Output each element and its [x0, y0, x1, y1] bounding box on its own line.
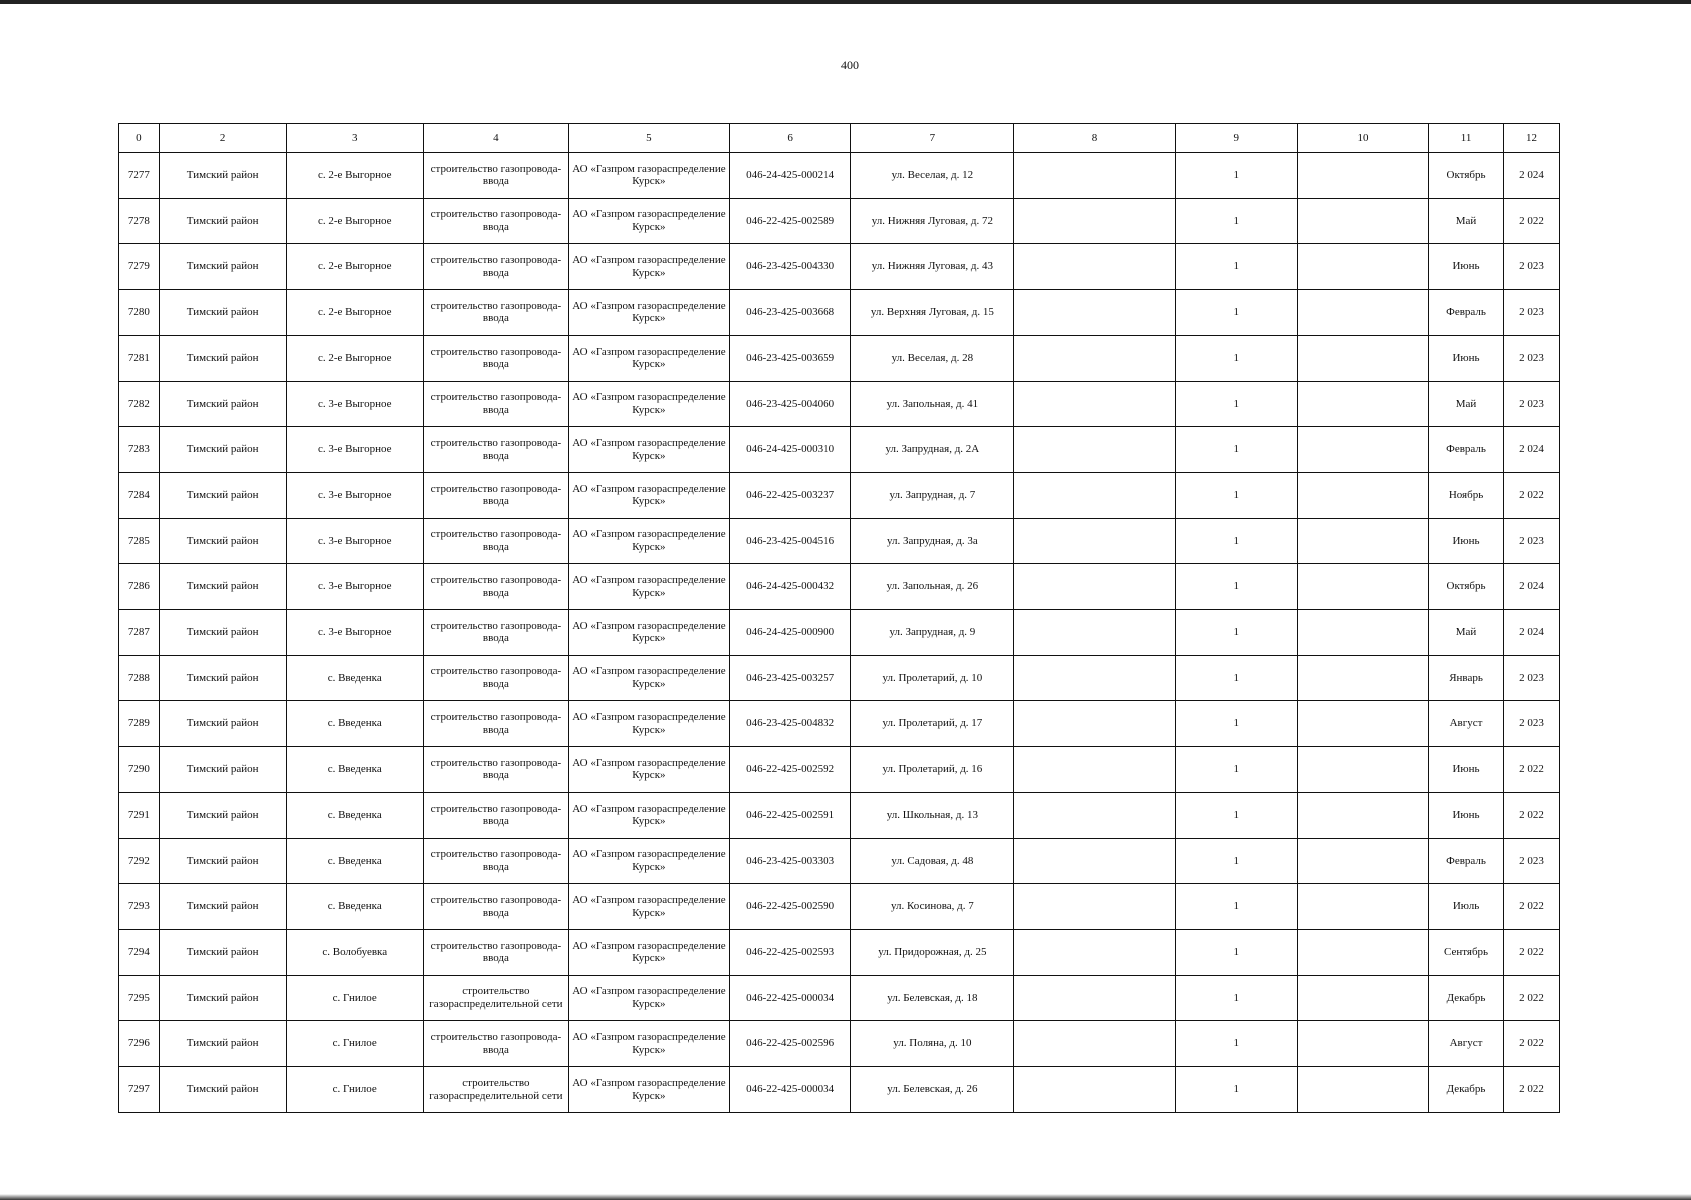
header-row	[119, 124, 1560, 153]
column-8-cell	[1014, 701, 1175, 747]
district-cell: Тимский район	[159, 1067, 286, 1113]
table-row	[119, 884, 1560, 930]
column-8-cell	[1014, 975, 1175, 1021]
organization-cell: АО «Газпром газораспределение Курск»	[568, 244, 729, 290]
month-cell: Декабрь	[1428, 975, 1503, 1021]
column-header: 12	[1504, 124, 1560, 153]
district-cell: Тимский район	[159, 198, 286, 244]
quantity-cell: 1	[1175, 929, 1297, 975]
work-type-cell: строительство газопровода-ввода	[423, 1021, 568, 1067]
district-cell: Тимский район	[159, 884, 286, 930]
quantity-cell: 1	[1175, 472, 1297, 518]
quantity-cell: 1	[1175, 427, 1297, 473]
object-code-cell: 046-23-425-004832	[729, 701, 850, 747]
object-code-cell: 046-22-425-002596	[729, 1021, 850, 1067]
column-header: 4	[423, 124, 568, 153]
table-row	[119, 472, 1560, 518]
column-header: 7	[851, 124, 1014, 153]
organization-cell: АО «Газпром газораспределение Курск»	[568, 153, 729, 199]
organization-cell: АО «Газпром газораспределение Курск»	[568, 701, 729, 747]
settlement-cell: с. Введенка	[286, 655, 423, 701]
quantity-cell: 1	[1175, 518, 1297, 564]
organization-cell: АО «Газпром газораспределение Курск»	[568, 518, 729, 564]
settlement-cell: с. Гнилое	[286, 1067, 423, 1113]
column-8-cell	[1014, 518, 1175, 564]
year-cell: 2 023	[1504, 655, 1560, 701]
month-cell: Август	[1428, 1021, 1503, 1067]
row-number-cell: 7286	[119, 564, 160, 610]
column-10-cell	[1297, 655, 1428, 701]
address-cell: ул. Придорожная, д. 25	[851, 929, 1014, 975]
district-cell: Тимский район	[159, 518, 286, 564]
address-cell: ул. Запрудная, д. 7	[851, 472, 1014, 518]
address-cell: ул. Нижняя Луговая, д. 43	[851, 244, 1014, 290]
district-cell: Тимский район	[159, 701, 286, 747]
column-10-cell	[1297, 244, 1428, 290]
row-number-cell: 7277	[119, 153, 160, 199]
year-cell: 2 024	[1504, 610, 1560, 656]
page-number: 400	[841, 58, 859, 72]
settlement-cell: с. 3-е Выгорное	[286, 381, 423, 427]
row-number-cell: 7280	[119, 290, 160, 336]
row-number-cell: 7292	[119, 838, 160, 884]
table-row	[119, 244, 1560, 290]
settlement-cell: с. Введенка	[286, 838, 423, 884]
quantity-cell: 1	[1175, 335, 1297, 381]
object-code-cell: 046-22-425-000034	[729, 1067, 850, 1113]
month-cell: Декабрь	[1428, 1067, 1503, 1113]
column-8-cell	[1014, 747, 1175, 793]
column-10-cell	[1297, 290, 1428, 336]
column-10-cell	[1297, 610, 1428, 656]
organization-cell: АО «Газпром газораспределение Курск»	[568, 610, 729, 656]
settlement-cell: с. Введенка	[286, 747, 423, 793]
organization-cell: АО «Газпром газораспределение Курск»	[568, 1021, 729, 1067]
district-cell: Тимский район	[159, 1021, 286, 1067]
object-code-cell: 046-22-425-000034	[729, 975, 850, 1021]
row-number-cell: 7281	[119, 335, 160, 381]
table-row	[119, 838, 1560, 884]
organization-cell: АО «Газпром газораспределение Курск»	[568, 472, 729, 518]
year-cell: 2 024	[1504, 564, 1560, 610]
address-cell: ул. Верхняя Луговая, д. 15	[851, 290, 1014, 336]
column-10-cell	[1297, 975, 1428, 1021]
row-number-cell: 7293	[119, 884, 160, 930]
table-row	[119, 929, 1560, 975]
month-cell: Ноябрь	[1428, 472, 1503, 518]
year-cell: 2 022	[1504, 792, 1560, 838]
address-cell: ул. Запрудная, д. 9	[851, 610, 1014, 656]
address-cell: ул. Косинова, д. 7	[851, 884, 1014, 930]
address-cell: ул. Школьная, д. 13	[851, 792, 1014, 838]
column-8-cell	[1014, 838, 1175, 884]
year-cell: 2 023	[1504, 290, 1560, 336]
organization-cell: АО «Газпром газораспределение Курск»	[568, 381, 729, 427]
column-8-cell	[1014, 381, 1175, 427]
work-type-cell: строительство газопровода-ввода	[423, 198, 568, 244]
column-header: 5	[568, 124, 729, 153]
address-cell: ул. Садовая, д. 48	[851, 838, 1014, 884]
table-row	[119, 335, 1560, 381]
address-cell: ул. Поляна, д. 10	[851, 1021, 1014, 1067]
quantity-cell: 1	[1175, 975, 1297, 1021]
address-cell: ул. Белевская, д. 26	[851, 1067, 1014, 1113]
row-number-cell: 7282	[119, 381, 160, 427]
address-cell: ул. Веселая, д. 28	[851, 335, 1014, 381]
settlement-cell: с. Гнилое	[286, 975, 423, 1021]
column-8-cell	[1014, 335, 1175, 381]
table-row	[119, 1021, 1560, 1067]
quantity-cell: 1	[1175, 838, 1297, 884]
address-cell: ул. Пролетарий, д. 16	[851, 747, 1014, 793]
district-cell: Тимский район	[159, 427, 286, 473]
column-header: 6	[729, 124, 850, 153]
row-number-cell: 7297	[119, 1067, 160, 1113]
table-row	[119, 975, 1560, 1021]
address-cell: ул. Белевская, д. 18	[851, 975, 1014, 1021]
address-cell: ул. Нижняя Луговая, д. 72	[851, 198, 1014, 244]
column-10-cell	[1297, 335, 1428, 381]
district-cell: Тимский район	[159, 838, 286, 884]
settlement-cell: с. Введенка	[286, 792, 423, 838]
quantity-cell: 1	[1175, 153, 1297, 199]
object-code-cell: 046-23-425-003303	[729, 838, 850, 884]
month-cell: Май	[1428, 198, 1503, 244]
year-cell: 2 024	[1504, 427, 1560, 473]
settlement-cell: с. Введенка	[286, 701, 423, 747]
row-number-cell: 7296	[119, 1021, 160, 1067]
table-row	[119, 747, 1560, 793]
column-8-cell	[1014, 884, 1175, 930]
object-code-cell: 046-24-425-000900	[729, 610, 850, 656]
table-row	[119, 610, 1560, 656]
object-code-cell: 046-23-425-003659	[729, 335, 850, 381]
column-header: 11	[1428, 124, 1503, 153]
row-number-cell: 7289	[119, 701, 160, 747]
address-cell: ул. Веселая, д. 12	[851, 153, 1014, 199]
settlement-cell: с. 3-е Выгорное	[286, 472, 423, 518]
address-cell: ул. Запольная, д. 41	[851, 381, 1014, 427]
object-code-cell: 046-24-425-000310	[729, 427, 850, 473]
column-10-cell	[1297, 792, 1428, 838]
column-10-cell	[1297, 1021, 1428, 1067]
column-8-cell	[1014, 655, 1175, 701]
district-cell: Тимский район	[159, 153, 286, 199]
quantity-cell: 1	[1175, 701, 1297, 747]
table-row	[119, 1067, 1560, 1113]
column-10-cell	[1297, 701, 1428, 747]
column-10-cell	[1297, 198, 1428, 244]
address-cell: ул. Запрудная, д. 3а	[851, 518, 1014, 564]
quantity-cell: 1	[1175, 655, 1297, 701]
row-number-cell: 7283	[119, 427, 160, 473]
table-row	[119, 153, 1560, 199]
year-cell: 2 023	[1504, 335, 1560, 381]
settlement-cell: с. 3-е Выгорное	[286, 610, 423, 656]
work-type-cell: строительство газопровода-ввода	[423, 335, 568, 381]
work-type-cell: строительство газопровода-ввода	[423, 564, 568, 610]
year-cell: 2 022	[1504, 929, 1560, 975]
month-cell: Июль	[1428, 884, 1503, 930]
year-cell: 2 023	[1504, 518, 1560, 564]
object-code-cell: 046-24-425-000432	[729, 564, 850, 610]
district-cell: Тимский район	[159, 929, 286, 975]
settlement-cell: с. Гнилое	[286, 1021, 423, 1067]
district-cell: Тимский район	[159, 381, 286, 427]
quantity-cell: 1	[1175, 884, 1297, 930]
settlement-cell: с. 2-е Выгорное	[286, 335, 423, 381]
table-row	[119, 701, 1560, 747]
row-number-cell: 7287	[119, 610, 160, 656]
registry-table	[118, 123, 1560, 1113]
address-cell: ул. Пролетарий, д. 10	[851, 655, 1014, 701]
quantity-cell: 1	[1175, 290, 1297, 336]
year-cell: 2 022	[1504, 884, 1560, 930]
work-type-cell: строительство газопровода-ввода	[423, 381, 568, 427]
year-cell: 2 022	[1504, 747, 1560, 793]
quantity-cell: 1	[1175, 1021, 1297, 1067]
organization-cell: АО «Газпром газораспределение Курск»	[568, 290, 729, 336]
table-row	[119, 655, 1560, 701]
column-8-cell	[1014, 472, 1175, 518]
year-cell: 2 023	[1504, 838, 1560, 884]
month-cell: Май	[1428, 610, 1503, 656]
row-number-cell: 7291	[119, 792, 160, 838]
year-cell: 2 022	[1504, 1021, 1560, 1067]
organization-cell: АО «Газпром газораспределение Курск»	[568, 198, 729, 244]
settlement-cell: с. Волобуевка	[286, 929, 423, 975]
month-cell: Октябрь	[1428, 153, 1503, 199]
object-code-cell: 046-22-425-002591	[729, 792, 850, 838]
month-cell: Июнь	[1428, 244, 1503, 290]
district-cell: Тимский район	[159, 335, 286, 381]
row-number-cell: 7284	[119, 472, 160, 518]
work-type-cell: строительство газопровода-ввода	[423, 518, 568, 564]
row-number-cell: 7279	[119, 244, 160, 290]
organization-cell: АО «Газпром газораспределение Курск»	[568, 655, 729, 701]
organization-cell: АО «Газпром газораспределение Курск»	[568, 747, 729, 793]
month-cell: Август	[1428, 701, 1503, 747]
object-code-cell: 046-22-425-002590	[729, 884, 850, 930]
table-row	[119, 198, 1560, 244]
quantity-cell: 1	[1175, 244, 1297, 290]
object-code-cell: 046-23-425-004516	[729, 518, 850, 564]
row-number-cell: 7278	[119, 198, 160, 244]
object-code-cell: 046-22-425-002589	[729, 198, 850, 244]
quantity-cell: 1	[1175, 1067, 1297, 1113]
month-cell: Февраль	[1428, 290, 1503, 336]
work-type-cell: строительство газопровода-ввода	[423, 701, 568, 747]
column-header: 10	[1297, 124, 1428, 153]
year-cell: 2 023	[1504, 381, 1560, 427]
table-row	[119, 792, 1560, 838]
district-cell: Тимский район	[159, 472, 286, 518]
work-type-cell: строительство газопровода-ввода	[423, 884, 568, 930]
row-number-cell: 7294	[119, 929, 160, 975]
row-number-cell: 7285	[119, 518, 160, 564]
settlement-cell: с. Введенка	[286, 884, 423, 930]
row-number-cell: 7295	[119, 975, 160, 1021]
work-type-cell: строительство газораспределительной сети	[423, 1067, 568, 1113]
column-10-cell	[1297, 427, 1428, 473]
column-8-cell	[1014, 929, 1175, 975]
object-code-cell: 046-22-425-003237	[729, 472, 850, 518]
column-8-cell	[1014, 792, 1175, 838]
year-cell: 2 022	[1504, 198, 1560, 244]
work-type-cell: строительство газопровода-ввода	[423, 747, 568, 793]
year-cell: 2 024	[1504, 153, 1560, 199]
district-cell: Тимский район	[159, 610, 286, 656]
district-cell: Тимский район	[159, 564, 286, 610]
address-cell: ул. Запрудная, д. 2А	[851, 427, 1014, 473]
organization-cell: АО «Газпром газораспределение Курск»	[568, 929, 729, 975]
column-header: 0	[119, 124, 160, 153]
column-10-cell	[1297, 381, 1428, 427]
work-type-cell: строительство газопровода-ввода	[423, 929, 568, 975]
quantity-cell: 1	[1175, 381, 1297, 427]
settlement-cell: с. 3-е Выгорное	[286, 518, 423, 564]
quantity-cell: 1	[1175, 610, 1297, 656]
work-type-cell: строительство газопровода-ввода	[423, 427, 568, 473]
year-cell: 2 023	[1504, 701, 1560, 747]
object-code-cell: 046-23-425-003257	[729, 655, 850, 701]
month-cell: Февраль	[1428, 427, 1503, 473]
month-cell: Январь	[1428, 655, 1503, 701]
column-header: 9	[1175, 124, 1297, 153]
work-type-cell: строительство газопровода-ввода	[423, 472, 568, 518]
month-cell: Июнь	[1428, 518, 1503, 564]
column-10-cell	[1297, 929, 1428, 975]
column-8-cell	[1014, 1021, 1175, 1067]
month-cell: Май	[1428, 381, 1503, 427]
month-cell: Июнь	[1428, 747, 1503, 793]
column-10-cell	[1297, 838, 1428, 884]
organization-cell: АО «Газпром газораспределение Курск»	[568, 427, 729, 473]
year-cell: 2 022	[1504, 975, 1560, 1021]
table-row	[119, 381, 1560, 427]
column-header: 8	[1014, 124, 1175, 153]
month-cell: Февраль	[1428, 838, 1503, 884]
object-code-cell: 046-22-425-002592	[729, 747, 850, 793]
column-8-cell	[1014, 564, 1175, 610]
month-cell: Октябрь	[1428, 564, 1503, 610]
address-cell: ул. Пролетарий, д. 17	[851, 701, 1014, 747]
column-8-cell	[1014, 1067, 1175, 1113]
organization-cell: АО «Газпром газораспределение Курск»	[568, 838, 729, 884]
year-cell: 2 023	[1504, 244, 1560, 290]
work-type-cell: строительство газопровода-ввода	[423, 655, 568, 701]
column-8-cell	[1014, 610, 1175, 656]
work-type-cell: строительство газопровода-ввода	[423, 290, 568, 336]
column-10-cell	[1297, 747, 1428, 793]
quantity-cell: 1	[1175, 747, 1297, 793]
organization-cell: АО «Газпром газораспределение Курск»	[568, 1067, 729, 1113]
column-10-cell	[1297, 518, 1428, 564]
address-cell: ул. Запольная, д. 26	[851, 564, 1014, 610]
settlement-cell: с. 2-е Выгорное	[286, 153, 423, 199]
object-code-cell: 046-23-425-003668	[729, 290, 850, 336]
scan-edge-bottom	[0, 1194, 1691, 1200]
settlement-cell: с. 3-е Выгорное	[286, 564, 423, 610]
column-8-cell	[1014, 244, 1175, 290]
scan-edge-top	[0, 0, 1691, 4]
row-number-cell: 7290	[119, 747, 160, 793]
column-header: 2	[159, 124, 286, 153]
table-row	[119, 290, 1560, 336]
organization-cell: АО «Газпром газораспределение Курск»	[568, 884, 729, 930]
work-type-cell: строительство газопровода-ввода	[423, 153, 568, 199]
column-header: 3	[286, 124, 423, 153]
table-row	[119, 564, 1560, 610]
work-type-cell: строительство газопровода-ввода	[423, 610, 568, 656]
organization-cell: АО «Газпром газораспределение Курск»	[568, 975, 729, 1021]
settlement-cell: с. 2-е Выгорное	[286, 198, 423, 244]
year-cell: 2 022	[1504, 472, 1560, 518]
column-10-cell	[1297, 564, 1428, 610]
month-cell: Сентябрь	[1428, 929, 1503, 975]
organization-cell: АО «Газпром газораспределение Курск»	[568, 335, 729, 381]
district-cell: Тимский район	[159, 244, 286, 290]
quantity-cell: 1	[1175, 564, 1297, 610]
quantity-cell: 1	[1175, 198, 1297, 244]
work-type-cell: строительство газораспределительной сети	[423, 975, 568, 1021]
column-10-cell	[1297, 1067, 1428, 1113]
district-cell: Тимский район	[159, 792, 286, 838]
column-10-cell	[1297, 153, 1428, 199]
column-8-cell	[1014, 427, 1175, 473]
settlement-cell: с. 2-е Выгорное	[286, 244, 423, 290]
object-code-cell: 046-24-425-000214	[729, 153, 850, 199]
table-row	[119, 518, 1560, 564]
column-10-cell	[1297, 472, 1428, 518]
organization-cell: АО «Газпром газораспределение Курск»	[568, 564, 729, 610]
settlement-cell: с. 2-е Выгорное	[286, 290, 423, 336]
quantity-cell: 1	[1175, 792, 1297, 838]
settlement-cell: с. 3-е Выгорное	[286, 427, 423, 473]
column-8-cell	[1014, 290, 1175, 336]
organization-cell: АО «Газпром газораспределение Курск»	[568, 792, 729, 838]
district-cell: Тимский район	[159, 747, 286, 793]
object-code-cell: 046-23-425-004060	[729, 381, 850, 427]
month-cell: Июнь	[1428, 792, 1503, 838]
work-type-cell: строительство газопровода-ввода	[423, 792, 568, 838]
district-cell: Тимский район	[159, 290, 286, 336]
work-type-cell: строительство газопровода-ввода	[423, 838, 568, 884]
month-cell: Июнь	[1428, 335, 1503, 381]
column-10-cell	[1297, 884, 1428, 930]
column-8-cell	[1014, 198, 1175, 244]
column-8-cell	[1014, 153, 1175, 199]
work-type-cell: строительство газопровода-ввода	[423, 244, 568, 290]
district-cell: Тимский район	[159, 655, 286, 701]
table-body	[119, 153, 1560, 1113]
table-row	[119, 427, 1560, 473]
object-code-cell: 046-23-425-004330	[729, 244, 850, 290]
year-cell: 2 022	[1504, 1067, 1560, 1113]
district-cell: Тимский район	[159, 975, 286, 1021]
row-number-cell: 7288	[119, 655, 160, 701]
object-code-cell: 046-22-425-002593	[729, 929, 850, 975]
